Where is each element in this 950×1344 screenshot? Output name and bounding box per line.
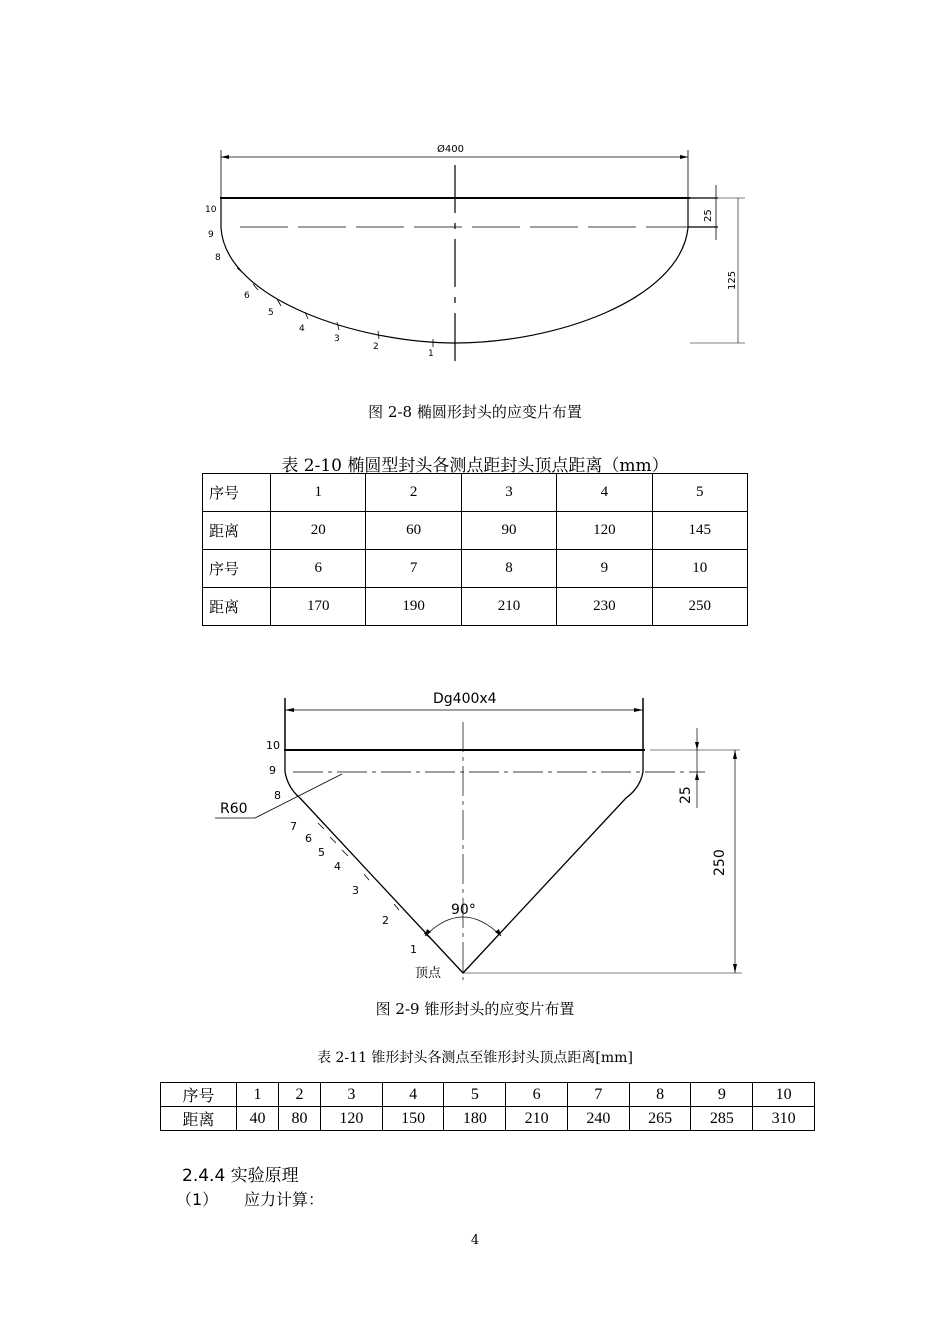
cone-point-8: 8	[274, 789, 281, 802]
point-1: 1	[428, 349, 434, 359]
item-number: （1）	[176, 1190, 219, 1209]
table-row: 距离 170 190 210 230 250	[203, 588, 748, 626]
conical-head-drawing	[0, 680, 950, 990]
point-4: 4	[299, 324, 305, 334]
point-6: 6	[244, 291, 250, 301]
cone-point-5: 5	[318, 846, 325, 859]
table-row: 序号 1 2 3 4 5 6 7 8 9 10	[161, 1083, 815, 1107]
dim-125-label: 125	[727, 270, 738, 290]
point-9: 9	[208, 230, 214, 240]
table-2-11-title: 表 2-11 锥形封头各测点至锥形封头顶点距离[mm]	[317, 1050, 633, 1066]
cone-point-10: 10	[266, 739, 280, 752]
dim-25-label: 25	[703, 209, 714, 222]
r60-label: R60	[220, 801, 248, 817]
cone-point-9: 9	[269, 764, 276, 777]
table-2-10	[202, 473, 748, 626]
cone-point-4: 4	[334, 860, 341, 873]
figure-2-9-caption: 图 2-9 锥形封头的应变片布置	[375, 1000, 575, 1018]
figure-2-8-caption: 图 2-8 椭圆形封头的应变片布置	[368, 403, 582, 421]
point-3: 3	[334, 334, 340, 344]
table-row: 距离 20 60 90 120 145	[203, 512, 748, 550]
cone-point-1: 1	[410, 943, 417, 956]
point-8: 8	[215, 253, 221, 263]
point-5: 5	[268, 308, 274, 318]
point-2: 2	[373, 342, 379, 352]
cone-point-3: 3	[352, 884, 359, 897]
cone-point-2: 2	[382, 914, 389, 927]
cone-point-7: 7	[290, 820, 297, 833]
table-row: 序号 1 2 3 4 5	[203, 474, 748, 512]
table-row: 序号 6 7 8 9 10	[203, 550, 748, 588]
table-2-11	[160, 1082, 815, 1131]
apex-label: 顶点	[415, 966, 442, 981]
point-10: 10	[205, 205, 217, 215]
section-heading: 2.4.4 实验原理	[182, 1166, 299, 1186]
table-2-10-title: 表 2-10 椭圆型封头各测点距封头顶点距离（mm）	[281, 456, 669, 476]
angle-label: 90°	[451, 902, 476, 918]
page-number: 4	[470, 1233, 480, 1248]
item-text: 应力计算：	[244, 1190, 325, 1209]
dim-25-label-2: 25	[678, 786, 694, 804]
elliptical-head-drawing	[0, 0, 950, 390]
diameter-label: Ø400	[437, 144, 464, 155]
dg400x4-label: Dg400x4	[433, 691, 497, 707]
cone-point-6: 6	[305, 832, 312, 845]
dim-250-label: 250	[712, 849, 728, 876]
table-row: 距离 40 80 120 150 180 210 240 265 285 310	[161, 1107, 815, 1131]
